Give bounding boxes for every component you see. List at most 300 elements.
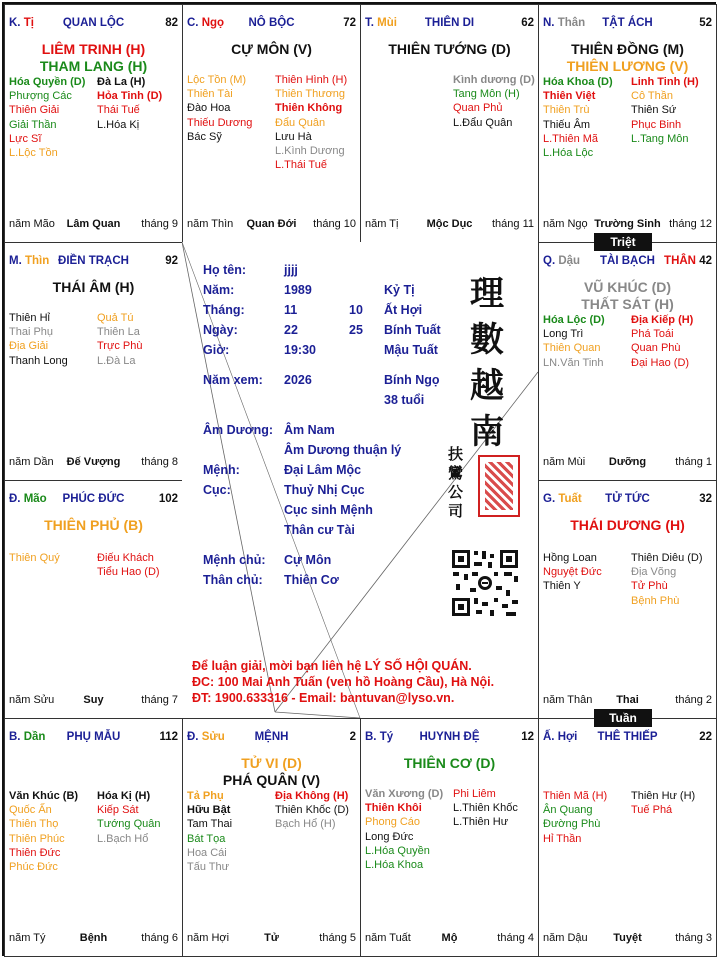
minor-star[interactable]: Lưu Hà [275,130,312,143]
palace-year: năm Tị [365,218,399,230]
palace-month: tháng 12 [669,218,712,230]
minor-stars-left [543,789,607,846]
palace-stem: B. [9,731,24,743]
minor-star[interactable]: Thiên Đức [9,846,61,859]
minor-stars-left [9,789,78,874]
main-stars [183,755,360,789]
minor-stars-left [543,551,602,594]
palace-cell-dau [538,242,717,481]
main-stars [5,41,182,75]
palace-stem: B. [365,731,380,743]
minor-star[interactable]: Thiên Tài [187,88,233,101]
red-seal-stamp [478,455,520,517]
value-tuoi: 38 tuổi [384,393,425,407]
minor-star[interactable]: L.Đẩu Quân [453,116,513,129]
minor-star[interactable]: Đẩu Quân [275,116,326,129]
minor-star[interactable]: Bác Sỹ [187,130,222,143]
palace-cell-suu [182,718,361,957]
minor-star[interactable]: Thiên Y [543,580,581,593]
value-nam: 1989 [284,283,312,297]
palace-stage: Suy [83,694,104,706]
palace-year: năm Thìn [187,218,234,230]
main-star[interactable]: CỰ MÔN (V) [231,41,312,57]
main-stars [5,517,182,534]
palace-number: 22 [699,731,712,743]
palace-footer [9,932,178,946]
main-stars [361,41,538,58]
label-ho-ten: Họ tên: [203,263,247,277]
minor-star[interactable]: Nguyệt Đức [543,566,602,579]
main-star[interactable]: PHÁ QUÂN (V) [222,772,321,788]
minor-star[interactable]: Hỏa Tinh (D) [97,90,163,103]
minor-star[interactable]: Ân Quang [543,804,593,817]
palace-year: năm Mùi [543,456,586,468]
minor-star[interactable]: Đại Hao (D) [631,356,690,369]
value-am-duong-2: Âm Dương thuận lý [284,443,402,457]
palace-name[interactable]: THÊ THIẾP [597,731,658,743]
minor-star[interactable]: L.Đà La [97,354,136,367]
minor-star[interactable]: Thiếu Âm [543,118,591,131]
minor-star[interactable]: Phượng Các [9,90,72,103]
minor-star[interactable]: Cô Thần [631,90,673,103]
minor-star[interactable]: Thiên La [97,326,140,339]
label-ngay: Ngày: [203,323,238,337]
minor-star[interactable]: Thanh Long [9,354,68,367]
palace-cell-dan [4,718,183,957]
palace-number: 12 [521,731,534,743]
main-star[interactable]: THIÊN ĐỒNG (M) [571,41,684,57]
minor-stars-left [365,787,443,872]
minor-star[interactable]: L.Thiên Mã [543,132,599,145]
palace-header [9,493,178,509]
main-star[interactable]: THẤT SÁT (H) [581,296,674,312]
minor-star[interactable]: Hóa Quyền (D) [9,76,86,88]
palace-year: năm Hợi [187,932,230,944]
palace-branch: Thìn [24,255,50,267]
value-am-duong: Âm Nam [284,423,335,437]
minor-star[interactable]: L.Hóa Kị [97,118,140,131]
minor-star[interactable]: L.Kình Dương [275,144,345,157]
palace-stem: N. [543,17,558,29]
main-stars [183,41,360,58]
minor-star[interactable]: Bạch Hổ (H) [275,818,336,831]
minor-star[interactable]: Điếu Khách [97,552,154,564]
palace-name[interactable]: MỆNH [254,731,289,743]
palace-footer [9,218,178,232]
palace-month: tháng 9 [141,218,178,230]
palace-stage: Thai [616,694,639,706]
palace-name[interactable]: HUYNH ĐỆ [419,731,480,743]
minor-star[interactable]: L.Hóa Lộc [543,146,594,159]
contact-line-2: ĐC: 100 Mai Anh Tuấn (ven hồ Hoàng Cầu), Hà Nội. [192,675,495,689]
calligraphy-char: 越 [470,366,504,406]
palace-header [9,255,178,271]
palace-header [543,493,712,509]
minor-star[interactable]: Thiên Hình (H) [275,74,348,86]
minor-star[interactable]: Thiên Thương [275,88,346,101]
palace-branch: Dần [23,731,46,743]
minor-star[interactable]: Tiểu Hao (D) [97,566,160,579]
value-ngay-can: Bính Tuất [384,323,441,337]
palace-month: tháng 6 [141,932,178,944]
main-star[interactable]: THAM LANG (H) [39,58,148,74]
main-stars [539,279,716,313]
calligraphy-char: 南 [470,412,504,452]
palace-year: năm Ngọ [543,218,588,230]
palace-month: tháng 3 [675,932,712,944]
minor-star[interactable]: LN.Văn Tinh [543,356,604,369]
palace-cell-hoi [538,718,717,957]
palace-month: tháng 1 [675,456,712,468]
palace-number: 82 [165,17,178,29]
value-cuc-3: Thân cư Tài [284,523,355,537]
palace-number: 92 [165,255,178,267]
qr-code-icon[interactable] [450,548,520,618]
minor-stars-left [187,789,232,874]
palace-stage: Lâm Quan [66,218,121,230]
palace-name[interactable]: THIÊN DI [424,17,475,29]
minor-star[interactable]: Thiên Khốc (D) [275,804,349,817]
palace-branch: Tị [23,17,34,29]
palace-footer [543,456,712,470]
palace-footer [365,218,534,232]
minor-star[interactable]: Quan Phù [631,342,681,355]
minor-star[interactable]: Thiên Diêu (D) [631,552,703,564]
minor-star[interactable]: Bệnh Phù [631,594,680,607]
destiny-labels [203,420,273,590]
minor-star[interactable]: Long Đức [365,830,414,843]
minor-star[interactable]: Hỉ Thần [543,832,582,845]
calligraphy-small-char: 司 [448,502,464,520]
palace-branch: Dậu [558,255,581,267]
palace-footer [543,932,712,946]
minor-star[interactable]: Hóa Lộc (D) [543,314,605,326]
minor-stars-right [453,787,518,830]
palace-month: tháng 2 [675,694,712,706]
value-ngay: 22 [284,323,298,337]
minor-star[interactable]: L.Thiên Hư [453,816,509,829]
palace-stage: Tử [264,932,279,944]
palace-stem: M. [9,255,25,267]
minor-star[interactable]: Phi Liêm [453,788,496,800]
minor-star[interactable]: L.Lộc Tồn [9,146,58,159]
minor-star[interactable]: Kiếp Sát [97,804,139,817]
minor-star[interactable]: Quốc Ấn [9,804,52,817]
minor-stars-right [631,551,703,608]
palace-footer [9,694,178,708]
palace-cell-mui [360,4,539,243]
palace-stage: Tuyệt [613,932,642,944]
minor-star[interactable]: L.Thiên Khốc [453,802,518,815]
minor-star[interactable]: Thiên Mã (H) [543,790,608,802]
palace-cell-tuat [538,480,717,719]
palace-branch: Mùi [377,17,397,29]
palace-name[interactable]: ĐIỀN TRẠCH [58,255,129,267]
palace-stage: Bệnh [79,932,108,944]
minor-star[interactable]: Tướng Quân [97,818,161,831]
minor-star[interactable]: Đà La (H) [97,76,146,88]
palace-stem: K. [9,17,24,29]
calligraphy-char: 數 [470,320,504,360]
palace-branch: Hợi [557,731,578,743]
palace-header [543,17,712,33]
minor-star[interactable]: Hồng Loan [543,552,597,564]
minor-star[interactable]: L.Bạch Hổ [97,832,149,845]
palace-header [187,17,356,33]
palace-stage: Mộc Dục [426,218,473,230]
value-nam-can: Kỷ Tị [384,283,415,297]
palace-number: 52 [699,17,712,29]
palace-branch: Ngọ [201,17,225,29]
label-cuc: Cục: [203,483,231,497]
palace-stem: T. [365,17,378,29]
minor-stars-left [543,313,605,370]
palace-name[interactable]: PHÚC ĐỨC [62,493,125,505]
value-cuc-2: Cục sinh Mệnh [284,503,373,517]
minor-stars-left [9,75,85,160]
value-thang-am: 10 [349,303,363,317]
minor-star[interactable]: Thai Phụ [9,326,54,339]
minor-star[interactable]: Thiên Quan [543,342,601,355]
palace-name[interactable]: NÔ BỘC [248,17,295,29]
palace-number: 112 [159,731,178,743]
palace-cell-thin [4,242,183,481]
minor-stars-left [9,311,68,368]
minor-star[interactable]: Đường Phù [543,818,601,831]
palace-year: năm Sửu [9,694,55,706]
minor-star[interactable]: Thiên Việt [543,90,596,103]
main-star[interactable]: LIÊM TRINH (H) [41,41,146,57]
minor-stars-right [631,75,699,146]
label-menh-chu: Mệnh chủ: [203,553,266,567]
value-cuc: Thuỷ Nhị Cục [284,483,365,497]
palace-year: năm Tý [9,932,46,944]
value-nam-xem: 2026 [284,373,312,387]
birth-info-values [284,260,316,390]
minor-star[interactable]: Tử Phù [631,580,668,593]
value-than-chu: Thiên Cơ [284,573,339,587]
calligraphy-title [470,275,504,451]
minor-star[interactable]: Thiên Hỉ [9,312,50,324]
palace-stem: Đ. [187,731,202,743]
palace-branch: Mão [23,493,47,505]
palace-branch: Sửu [201,731,225,743]
minor-star[interactable]: Lực Sĩ [9,132,42,145]
minor-star[interactable]: Phong Cáo [365,816,421,829]
minor-star[interactable]: Thái Tuế [97,104,140,117]
minor-stars-right [97,551,160,579]
palace-year: năm Dần [9,456,54,468]
minor-star[interactable]: Thiên Phúc [9,832,65,845]
label-nam-xem: Năm xem: [203,373,263,387]
palace-month: tháng 4 [497,932,534,944]
tuan-tag: Tuần [594,709,652,727]
palace-stage: Quan Đới [246,218,297,230]
main-star[interactable]: TỬ VI (D) [241,755,302,771]
palace-name[interactable]: TẬT ÁCH [602,17,653,29]
palace-stem: Ấ. [543,731,558,743]
minor-stars-left [543,75,613,160]
palace-footer [543,218,712,232]
value-thang: 11 [284,303,298,317]
palace-number: 62 [521,17,534,29]
minor-star[interactable]: Thiên Hư (H) [631,790,696,802]
minor-star[interactable]: Thiên Khôi [365,802,422,815]
minor-star[interactable]: L.Tang Môn [631,132,689,145]
minor-star[interactable]: Trực Phù [97,340,143,353]
palace-header [543,255,712,271]
minor-star[interactable]: Đào Hoa [187,102,231,115]
value-menh-chu: Cự Môn [284,553,332,567]
palace-footer [543,694,712,708]
value-gio-can: Mậu Tuất [384,343,438,357]
triet-tag: Triệt [594,233,652,251]
minor-star[interactable]: Văn Xương (D) [365,788,444,800]
minor-star[interactable]: Tam Thai [187,818,233,831]
main-star[interactable]: THIÊN PHỦ (B) [44,517,143,533]
value-menh: Đại Lâm Mộc [284,463,362,477]
palace-month: tháng 10 [313,218,356,230]
minor-star[interactable]: Phục Binh [631,118,682,131]
minor-star[interactable]: Hóa Kị (H) [97,790,151,802]
contact-info [192,658,494,706]
minor-star[interactable]: Phúc Đức [9,860,58,873]
minor-stars-left [9,551,60,565]
palace-stage: Trường Sinh [594,218,661,230]
minor-star[interactable]: Quan Phủ [453,102,503,115]
palace-footer [9,456,178,470]
contact-line-3[interactable]: ĐT: 1900.633316 - Email: bantuvan@lyso.vn. [192,691,455,705]
main-star[interactable]: THIÊN TƯỚNG (D) [388,41,511,57]
minor-star[interactable]: Địa Kiếp (H) [631,314,694,326]
minor-star[interactable]: L.Thái Tuế [275,159,327,172]
minor-star[interactable]: Phá Toái [631,328,674,341]
minor-star[interactable]: Hoa Cái [187,846,227,859]
main-star[interactable]: THIÊN CƠ (D) [403,755,496,771]
value-ho-ten: jjjj [284,263,298,277]
minor-star[interactable]: Quả Tú [97,312,134,324]
main-star[interactable]: VŨ KHÚC (D) [583,279,672,295]
minor-star[interactable]: Thiếu Dương [187,116,253,129]
minor-star[interactable]: Thiên Sứ [631,104,677,117]
lunar-values [349,300,363,340]
palace-month: tháng 7 [141,694,178,706]
minor-star[interactable]: Thiên Quý [9,552,60,564]
minor-stars-right [453,73,535,130]
minor-star[interactable]: Giải Thần [9,118,57,131]
minor-star[interactable]: Văn Khúc (B) [9,790,79,802]
minor-star[interactable]: Địa Không (H) [275,790,349,802]
palace-year: năm Thân [543,694,593,706]
label-thang: Tháng: [203,303,245,317]
label-gio: Giờ: [203,343,230,357]
palace-branch: Thân [557,17,586,29]
palace-number: 72 [343,17,356,29]
palace-cell-than [538,4,717,243]
calligraphy-small-char: 扶 [448,445,464,463]
minor-stars-right [97,789,161,846]
palace-header [9,731,178,747]
palace-name[interactable]: TÀI BẠCH [600,255,655,267]
palace-footer [365,932,534,946]
palace-year: năm Tuất [365,932,411,944]
minor-star[interactable]: L.Hóa Khoa [365,858,424,871]
minor-star[interactable]: Địa Võng [631,566,677,579]
minor-star[interactable]: Thiên Giải [9,104,60,117]
main-stars [539,517,716,534]
label-nam: Năm: [203,283,235,297]
destiny-values [284,420,401,590]
minor-star[interactable]: Hữu Bật [187,804,231,817]
minor-star[interactable]: Thiên Thọ [9,818,59,831]
minor-stars-right [631,789,695,817]
palace-month: tháng 5 [319,932,356,944]
minor-stars-right [631,313,693,370]
minor-star[interactable]: Kình dương (D) [453,74,535,86]
minor-stars-left [187,73,252,144]
palace-year: năm Dậu [543,932,588,944]
palace-header [9,17,178,33]
palace-name[interactable]: PHỤ MẪU [66,731,121,743]
than-marker: THÂN [664,255,696,267]
minor-star[interactable]: Linh Tinh (H) [631,76,699,88]
label-am-duong: Âm Dương: [203,423,274,437]
minor-star[interactable]: Bát Tọa [187,832,226,845]
main-star[interactable]: THIÊN LƯƠNG (V) [566,58,689,74]
palace-number: 32 [699,493,712,505]
minor-stars-right [97,75,162,132]
palace-header [365,731,534,747]
minor-star[interactable]: Long Trì [543,328,584,341]
minor-star[interactable]: Địa Giải [9,340,49,353]
minor-star[interactable]: Tấu Thư [187,860,230,873]
palace-name[interactable]: QUAN LỘC [62,17,125,29]
minor-star[interactable]: Tang Môn (H) [453,88,520,101]
palace-footer [187,932,356,946]
palace-branch: Tý [379,731,394,743]
minor-star[interactable]: Thiên Trù [543,104,590,117]
main-stars [361,755,538,772]
minor-star[interactable]: Thiên Không [275,102,343,115]
palace-year: năm Mão [9,218,55,230]
minor-stars-right [275,789,349,832]
palace-header [187,731,356,747]
minor-star[interactable]: Tả Phụ [187,790,224,802]
palace-branch: Tuất [558,493,582,505]
minor-star[interactable]: Lộc Tồn (M) [187,74,247,86]
value-nam-xem-can: Bính Ngọ [384,373,440,387]
palace-cell-mao [4,480,183,719]
palace-number: 2 [349,731,356,743]
minor-star[interactable]: Tuế Phá [631,804,673,817]
palace-cell-ti [4,4,183,243]
label-than-chu: Thân chủ: [203,573,263,587]
palace-month: tháng 8 [141,456,178,468]
palace-number: 42 [699,255,712,267]
palace-stem: G. [543,493,559,505]
palace-stem: Q. [543,255,559,267]
palace-name[interactable]: TỬ TỨC [605,493,650,505]
palace-stage: Mộ [441,932,458,944]
palace-month: tháng 11 [491,218,534,230]
value-thang-can: Ất Hợi [384,303,423,317]
main-star[interactable]: THÁI ÂM (H) [52,279,135,295]
minor-star[interactable]: L.Hóa Quyền [365,844,430,857]
main-star[interactable]: THÁI DƯƠNG (H) [570,517,685,533]
minor-star[interactable]: Hóa Khoa (D) [543,76,613,88]
palace-cell-ngo [182,4,361,243]
minor-stars-right [97,311,142,368]
